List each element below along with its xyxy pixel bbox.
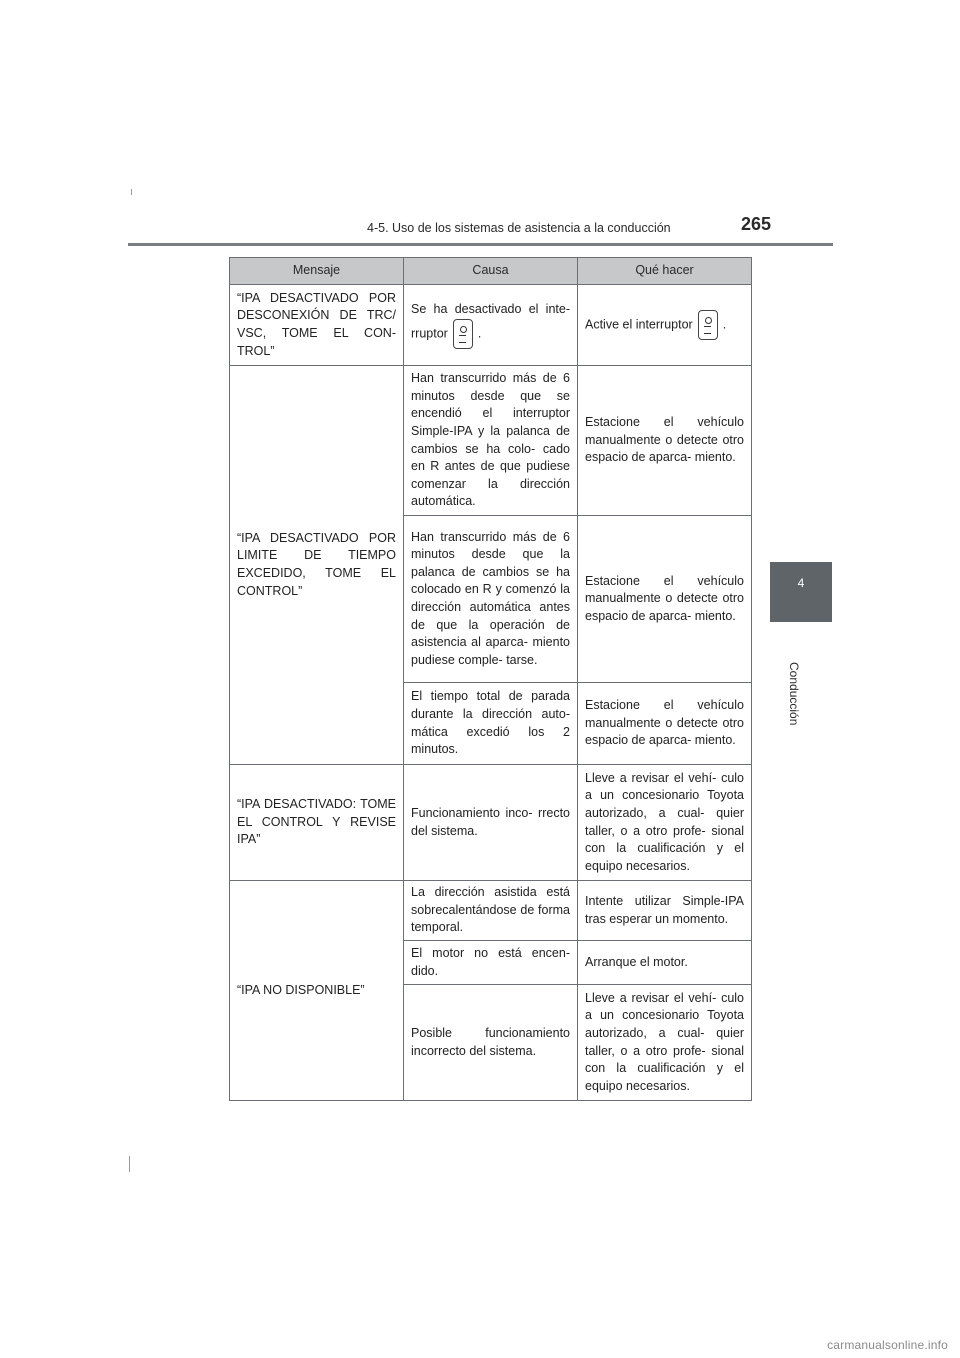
header-que-hacer: Qué hacer: [578, 258, 752, 285]
table-row: [230, 765, 752, 881]
chapter-label: Conducción: [787, 662, 801, 726]
watermark: carmanualsonline.info: [827, 1338, 948, 1352]
cause-cell: [404, 285, 578, 366]
table-row: [230, 285, 752, 366]
cause-cell: La dirección asistida está sobrecalentándose de forma temporal.: [404, 881, 578, 941]
simple-ipa-switch-icon: [453, 319, 473, 349]
cause-cell: Posible funcionamiento incorrecto del sistema.: [404, 985, 578, 1101]
table-row: [230, 366, 752, 516]
header-mensaje: Mensaje: [230, 258, 404, 285]
action-cell: Estacione el vehículo manualmente o detecte otro espacio de aparca- miento.: [578, 366, 752, 516]
page-number: 265: [741, 214, 772, 234]
header-rule: [128, 243, 833, 246]
table-row: [230, 881, 752, 941]
action-text-end: .: [722, 317, 727, 332]
message-table: [229, 257, 752, 1101]
action-cell: Lleve a revisar el vehí- culo a un concesionario Toyota autorizado, a cual- quier taller, o a otro profe- sional con la cualificación y el equipo necesarios.: [578, 985, 752, 1101]
cause-cell: Han transcurrido más de 6 minutos desde que se encendió el interruptor Simple-IPA y la palanca de cambios se ha colo- cado en R antes de que pudiese comenzar la dirección automática.: [404, 366, 578, 516]
action-cell: Lleve a revisar el vehí- culo a un concesionario Toyota autorizado, a cual- quier taller, o a otro profe- sional con la cualificación y el equipo necesarios.: [578, 765, 752, 881]
section-title: 4-5. Uso de los sistemas de asistencia a la conducción: [367, 221, 671, 235]
message-cell: “IPA DESACTIVADO POR LIMITE DE TIEMPO EXCEDIDO, TOME EL CONTROL”: [230, 366, 404, 765]
message-cell: “IPA DESACTIVADO POR DESCONEXIÓN DE TRC/ VSC, TOME EL CON- TROL”: [230, 285, 404, 366]
action-cell: Estacione el vehículo manualmente o detecte otro espacio de aparca- miento.: [578, 683, 752, 765]
chapter-number: 4: [797, 576, 805, 590]
cause-cell: Funcionamiento inco- rrecto del sistema.: [404, 765, 578, 881]
message-cell: “IPA DESACTIVADO: TOME EL CONTROL Y REVISE IPA”: [230, 765, 404, 881]
cause-cell: El tiempo total de parada durante la dirección auto- mática excedió los 2 minutos.: [404, 683, 578, 765]
cause-text-end: .: [477, 326, 482, 341]
action-cell: Intente utilizar Simple-IPA tras esperar un momento.: [578, 881, 752, 941]
crop-mark: [131, 189, 132, 195]
crop-mark: [129, 1156, 130, 1172]
action-cell: Arranque el motor.: [578, 941, 752, 985]
table-header-row: [230, 258, 752, 285]
cause-text: Se ha desactivado el inte- rruptor: [411, 302, 570, 341]
action-text: Active el interruptor: [585, 317, 693, 332]
simple-ipa-switch-icon: [698, 310, 718, 340]
cause-cell: Han transcurrido más de 6 minutos desde que la palanca de cambios se ha colocado en R y comenzó la dirección automática antes de que la operación de asistencia al aparca- miento pudiese comple- tarse.: [404, 516, 578, 683]
header-causa: Causa: [404, 258, 578, 285]
cause-cell: El motor no está encen- dido.: [404, 941, 578, 985]
chapter-tab: [770, 562, 832, 622]
action-cell: Estacione el vehículo manualmente o detecte otro espacio de aparca- miento.: [578, 516, 752, 683]
message-cell: “IPA NO DISPONIBLE”: [230, 881, 404, 1101]
action-cell: [578, 285, 752, 366]
